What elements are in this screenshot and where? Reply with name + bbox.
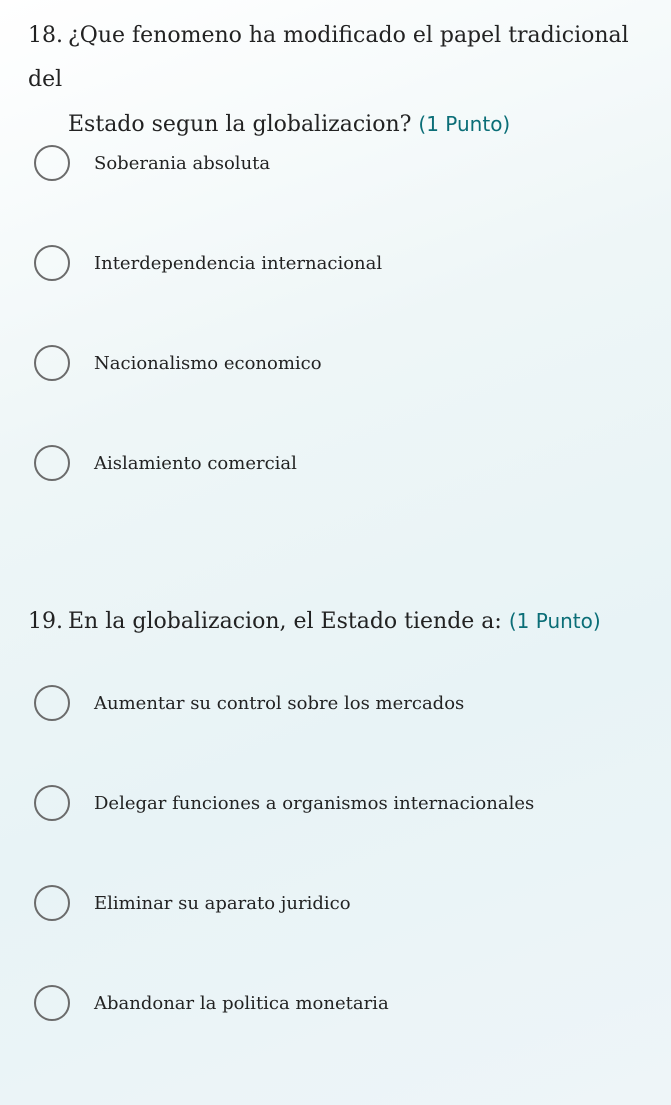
question-18-text-line2: Estado segun la globalizacion? xyxy=(68,112,412,137)
q18-option-nacionalismo[interactable] xyxy=(34,343,322,383)
option-label: Interdependencia internacional xyxy=(94,252,383,274)
question-19-number: 19. xyxy=(28,609,63,634)
option-label: Aislamiento comercial xyxy=(94,452,297,474)
radio-button[interactable] xyxy=(34,785,70,821)
option-label: Nacionalismo economico xyxy=(94,352,322,374)
radio-button[interactable] xyxy=(34,985,70,1021)
option-label: Eliminar su aparato juridico xyxy=(94,892,351,914)
question-19-points: (1 Punto) xyxy=(508,609,601,633)
question-18-text-line1: ¿Que fenomeno ha modificado el papel tradicional del xyxy=(28,23,629,92)
q18-option-soberania[interactable] xyxy=(34,143,270,183)
radio-button[interactable] xyxy=(34,885,70,921)
radio-button[interactable] xyxy=(34,445,70,481)
q18-option-interdependencia[interactable] xyxy=(34,243,382,283)
question-19-text: En la globalizacion, el Estado tiende a: xyxy=(68,609,502,634)
option-label: Abandonar la politica monetaria xyxy=(94,992,389,1014)
q19-option-abandonar[interactable] xyxy=(34,983,389,1023)
question-18-points: (1 Punto) xyxy=(418,112,511,136)
question-18-number: 18. xyxy=(28,23,63,48)
option-label: Delegar funciones a organismos internacionales xyxy=(94,792,535,814)
radio-button[interactable] xyxy=(34,245,70,281)
q18-option-aislamiento[interactable] xyxy=(34,443,297,483)
question-18-title xyxy=(28,14,661,147)
radio-button[interactable] xyxy=(34,685,70,721)
q19-option-eliminar[interactable] xyxy=(34,883,351,923)
radio-button[interactable] xyxy=(34,145,70,181)
option-label: Aumentar su control sobre los mercados xyxy=(94,692,465,714)
q19-option-delegar[interactable] xyxy=(34,783,534,823)
q19-option-aumentar[interactable] xyxy=(34,683,464,723)
radio-button[interactable] xyxy=(34,345,70,381)
question-19-title xyxy=(28,599,661,644)
option-label: Soberania absoluta xyxy=(94,152,271,174)
